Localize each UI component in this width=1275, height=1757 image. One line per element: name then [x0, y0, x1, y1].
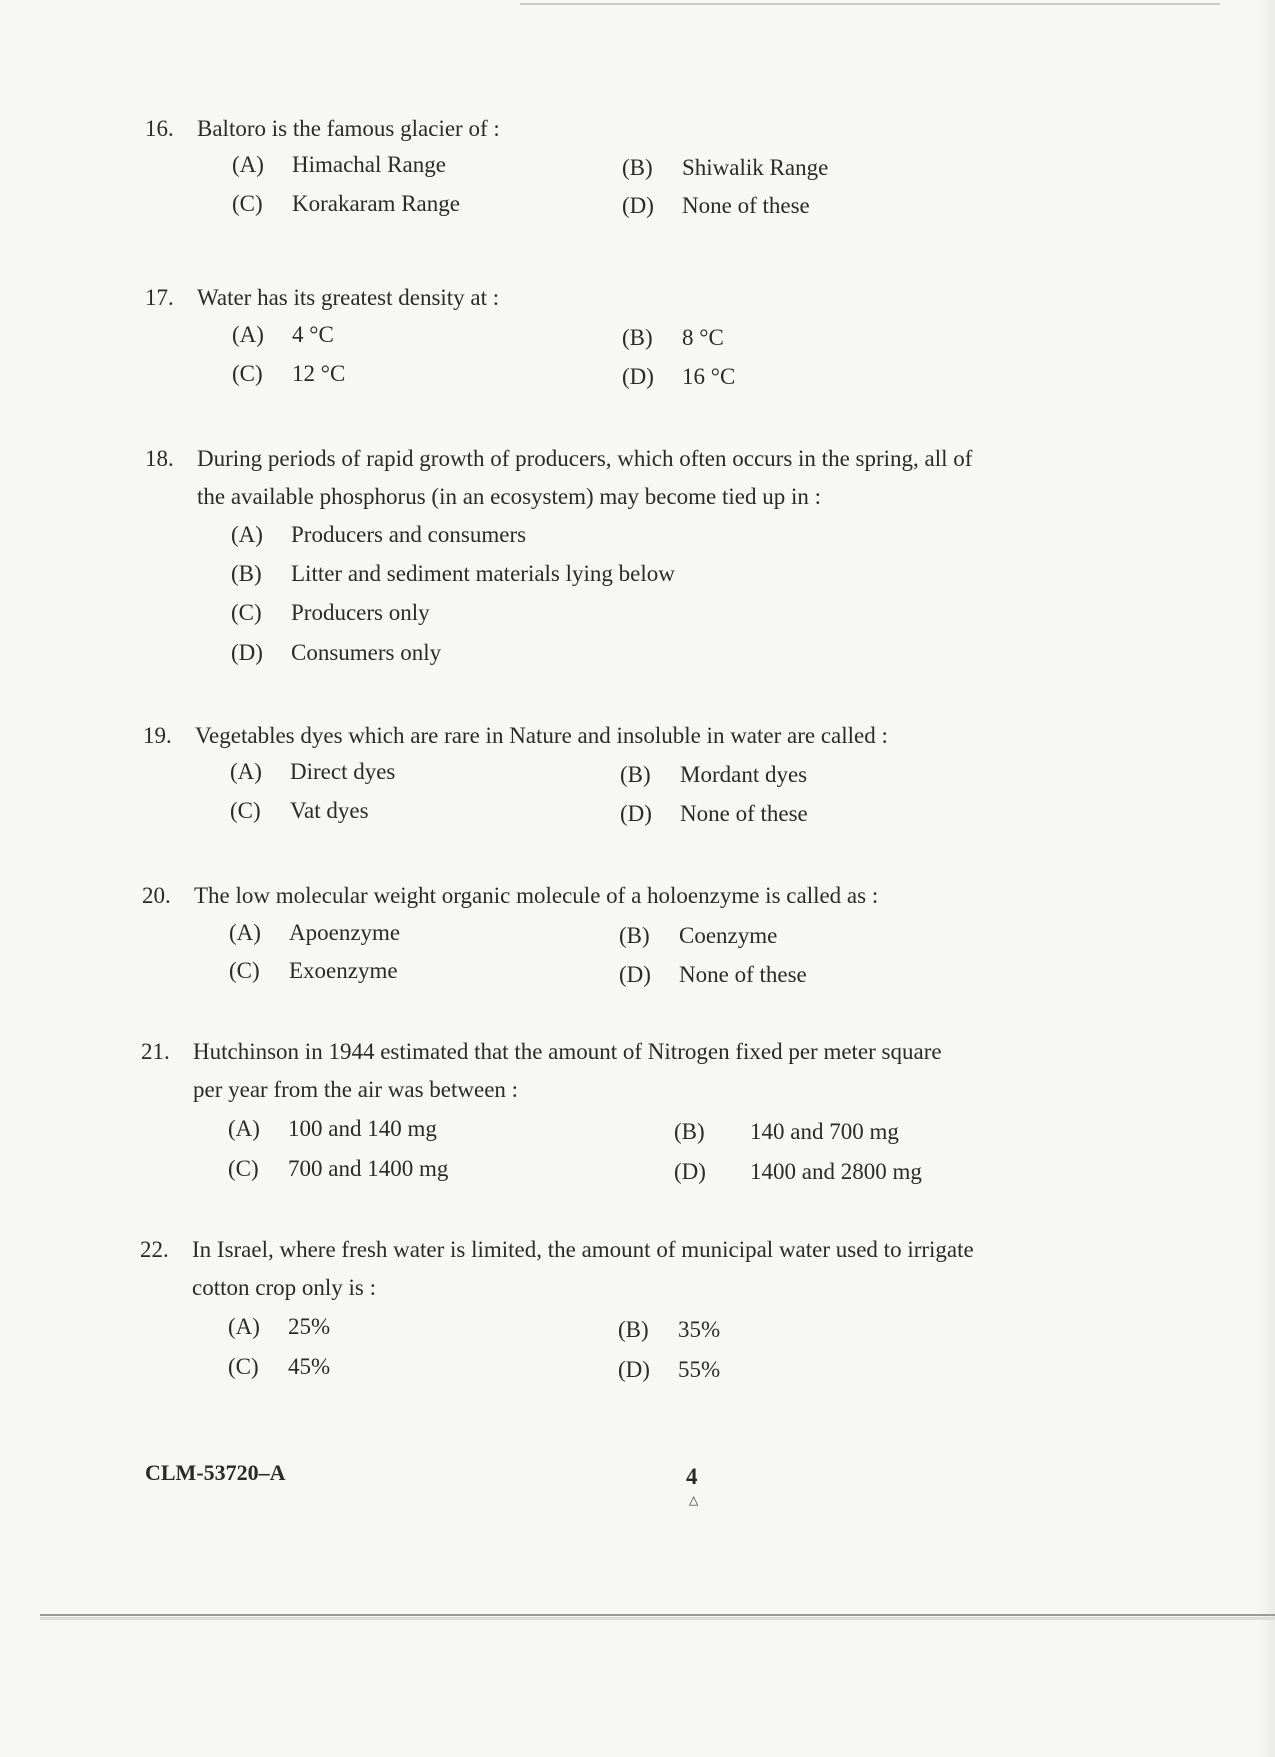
- option-a: (A) 25%: [228, 1314, 331, 1339]
- question-number: 19.: [143, 723, 172, 748]
- page-edge-shade: [1257, 0, 1275, 1757]
- question-number: 18.: [145, 446, 174, 471]
- option-b: (B) Litter and sediment materials lying below: [231, 561, 675, 586]
- question-number: 22.: [140, 1237, 169, 1262]
- option-d: (D) 16 °C: [622, 364, 736, 389]
- option-d: (D) None of these: [619, 962, 807, 987]
- question-number: 21.: [141, 1039, 170, 1064]
- option-b: (B) Coenzyme: [619, 923, 778, 948]
- option-d: (D) Consumers only: [231, 640, 442, 665]
- page-number: 4: [686, 1464, 698, 1489]
- option-c: (C) Exoenzyme: [229, 958, 398, 983]
- bottom-rule: [40, 1614, 1275, 1616]
- option-a: (A) 4 °C: [232, 322, 334, 347]
- question-text-line-1: During periods of rapid growth of producers, which often occurs in the spring, all of: [197, 446, 973, 471]
- question-text-line-2: cotton crop only is :: [192, 1275, 376, 1300]
- option-b: (B) 35%: [618, 1317, 721, 1342]
- question-text-line-1: In Israel, where fresh water is limited, the amount of municipal water used to irrigate: [192, 1237, 974, 1262]
- question-text: Baltoro is the famous glacier of :: [197, 116, 500, 141]
- question-number: 17.: [145, 285, 174, 310]
- question-text-line-1: Hutchinson in 1944 estimated that the amount of Nitrogen fixed per meter square: [193, 1039, 942, 1064]
- option-a: (A) Apoenzyme: [229, 920, 401, 945]
- option-b: (B) 8 °C: [622, 325, 724, 350]
- option-b: (B) Mordant dyes: [620, 762, 808, 787]
- question-text: Water has its greatest density at :: [197, 285, 500, 310]
- option-c: (C) 700 and 1400 mg: [228, 1156, 449, 1181]
- bottom-rule-shadow: [40, 1617, 1275, 1620]
- paper-code: CLM-53720–A: [145, 1460, 286, 1485]
- option-d: (D) 1400 and 2800 mg: [674, 1159, 922, 1184]
- triangle-mark: △: [689, 1493, 699, 1507]
- top-rule: [520, 3, 1220, 5]
- question-number: 16.: [145, 116, 174, 141]
- option-c: (C) Vat dyes: [230, 798, 369, 823]
- question-text-line-2: per year from the air was between :: [193, 1077, 519, 1102]
- option-d: (D) 55%: [618, 1357, 721, 1382]
- question-text: Vegetables dyes which are rare in Nature and insoluble in water are called :: [195, 723, 888, 748]
- option-a: (A) Direct dyes: [230, 759, 396, 784]
- option-c: (C) 45%: [228, 1354, 331, 1379]
- question-text: The low molecular weight organic molecule of a holoenzyme is called as :: [194, 883, 879, 908]
- question-21: [141, 1033, 1101, 1113]
- question-number: 20.: [142, 883, 171, 908]
- option-a: (A) 100 and 140 mg: [228, 1116, 437, 1141]
- question-22: [140, 1231, 1100, 1311]
- option-c: (C) Producers only: [231, 600, 430, 625]
- option-c: (C) 12 °C: [232, 361, 346, 386]
- option-d: (D) None of these: [620, 801, 808, 826]
- option-b: (B) 140 and 700 mg: [674, 1119, 899, 1144]
- question-18: [145, 440, 1105, 520]
- question-text-line-2: the available phosphorus (in an ecosystem) may become tied up in :: [197, 484, 822, 509]
- option-a: (A) Producers and consumers: [231, 522, 527, 547]
- option-a: (A) Himachal Range: [232, 152, 446, 177]
- option-b: (B) Shiwalik Range: [622, 155, 829, 180]
- option-d: (D) None of these: [622, 193, 810, 218]
- option-c: (C) Korakaram Range: [232, 191, 460, 216]
